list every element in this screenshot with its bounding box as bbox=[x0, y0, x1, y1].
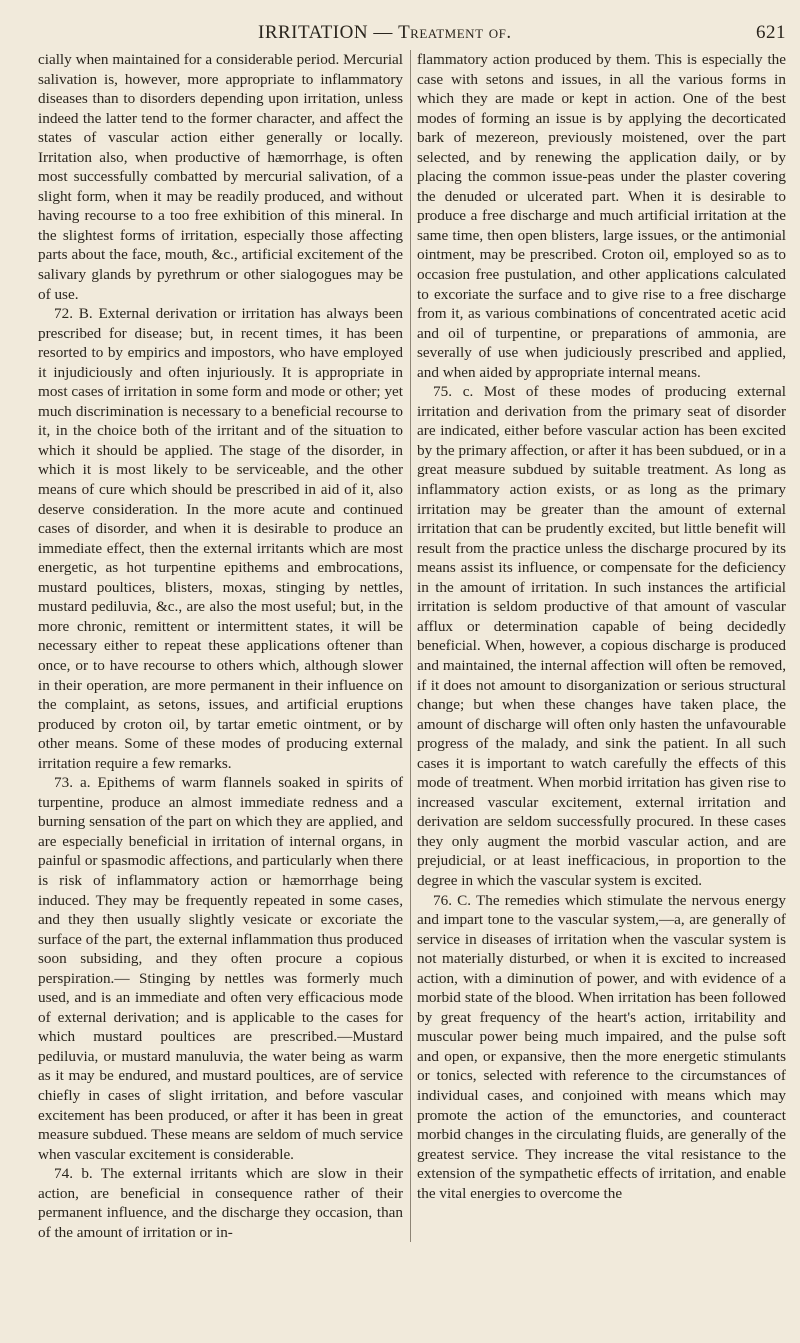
paragraph: 73. a. Epithems of warm flannels soaked in spirits of turpentine, produce an almost immediate redness and a burning sensation of the part on which they are applied, and are especially beneficial in irritation of internal organs, in painful or spasmodic affections, and particularly when there is risk of inflammatory action or hæmorrhage being induced. They may be frequently repeated in some cases, and they then usually slightly vesicate or excoriate the surface of the part, the external inflammation thus produced soon subsiding, and they often procure a copious perspiration.— Stinging by nettles was formerly much used, and is an immediate and often very efficacious mode of external derivation; and is applicable to the cases for which mustard poultices are prescribed.—Mustard pediluvia, or mustard manuluvia, the water being as warm as it may be endured, and mustard poultices, are of service chiefly in cases of slight irritation, and before vascular excitement has been produced, or after it has been in great measure subdued. These means are seldom of much service when vascular excitement is considerable. bbox=[38, 774, 404, 1163]
paragraph: flammatory action produced by them. This is especially the case with setons and issues, in all the various forms in which they are made or kept in action. One of the best modes of forming an issue is by applying the decorticated bark of mezereon, previously moistened, over the part selected, and by renewing the application daily, or by placing the common issue-peas under the plaster covering the denuded or ulcerated part. When it is desirable to produce a free discharge and much artificial irritation at the same time, then open blisters, large issues, or the antimonial ointment, may be prescribed. Croton oil, employed so as to occasion free pustulation, and other applications calculated to excoriate the surface and to give rise to a free discharge from it, as various combinations of concentrated acetic acid and oil of turpentine, or preparations of ammonia, are severally of use when judiciously prescribed and applied, and when aided by appropriate internal means. bbox=[417, 51, 786, 381]
paragraph: cially when maintained for a considerable period. Mercurial salivation is, however, more appropriate to inflammatory diseases than to disorders depending upon irritation, unless indeed the latter tend to the former character, and affect the states of vascular action either generally or locally. Irritation also, when productive of hæmorrhage, is often most successfully combatted by mercurial salivation, of a slight form, when it may be readily produced, and without having recourse to a too free exhibition of this mineral. In the slightest forms of irritation, especially those affecting parts about the face, mouth, &c., artificial excitement of the salivary glands by pyrethrum or other sialogogues may be of use. bbox=[38, 51, 404, 303]
right-column bbox=[411, 50, 786, 1242]
paragraph: 72. B. External derivation or irritation has always been prescribed for disease; but, in recent times, it has been resorted to by empirics and impostors, who have employed it injudiciously and often injuriously. It is appropriate in most cases of irritation in some form and mode or other; yet much discrimination is necessary to a beneficial recourse to it, in the choice both of the irritant and of the situation to which it should be applied. The stage of the disorder, in which it is most likely to be serviceable, and the other means of cure which should be prescribed in aid of it, also deserve consideration. In the more acute and continued cases of disorder, and when it is desirable to produce an immediate effect, then the external irritants which are most energetic, as hot turpentine epithems and embrocations, mustard poultices, blisters, moxas, stinging by nettles, mustard pediluvia, &c., are also the most useful; but, in the more chronic, remittent or intermittent states, it will be necessary either to repeat these applications oftener than once, or to have recourse to others which, although slower in their operation, are more permanent in their influence on the complaint, as setons, issues, and artificial eruptions produced by croton oil, by tartar emetic ointment, or by other means. Some of these modes of producing external irritation require a few remarks. bbox=[38, 305, 404, 772]
running-header bbox=[38, 22, 786, 44]
text-columns bbox=[38, 50, 786, 1242]
paragraph: 76. C. The remedies which stimulate the nervous energy and impart tone to the vascular system,—a, are generally of service in diseases of irritation when the vascular system is not materially disturbed, or when it is excited to increased action, with a diminution of power, and with evidence of a morbid state of the blood. When irritation has been followed by great frequency of the heart's action, irritability and muscular power being much impaired, and the pulse soft and open, or expansive, then the more energetic stimulants or tonics, selected with reference to the circumstances of individual cases, and conjoined with means which may promote the action of the emunctories, and counteract morbid changes in the circulating fluids, are generally of the greatest service. They increase the vital resistance to the extension of the sympathetic effects of irritation, and enable the vital energies to overcome the bbox=[417, 891, 786, 1202]
running-title-smallcaps: Treatment of. bbox=[398, 22, 512, 43]
left-column bbox=[38, 50, 411, 1242]
running-title bbox=[258, 22, 512, 44]
running-title-main: IRRITATION — bbox=[258, 22, 399, 43]
page-number: 621 bbox=[756, 22, 786, 43]
paragraph: 75. c. Most of these modes of producing external irritation and derivation from the primary seat of disorder are indicated, either before vascular action has been excited by the primary affection, or after it has been subdued, or in a great measure subdued by suitable treatment. As long as inflammatory action exists, or as long as the primary irritation may be greater than the amount of external irritation that can be prudently excited, but little benefit will result from the practice unless the discharge procured by its means assist its influence, or compensate for the deficiency in the amount of irritation. In such instances the artificial irritation is seldom productive of that amount of vascular afflux or determination capable of being decidedly beneficial. When, however, a copious discharge is produced and maintained, the internal affection will often be removed, if it does not amount to disorganization or serious structural change; but when these changes have taken place, the amount of discharge will often only hasten the unfavourable progress of the malady, and sink the patient. In all such cases it is important to watch carefully the effects of this mode of treatment. When morbid irritation has given rise to increased vascular excitement, external irritation and derivation are seldom successfully procured. In these cases they only augment the morbid vascular action, and are prejudicial, or at least inefficacious, in proportion to the degree in which the vascular system is excited. bbox=[417, 383, 786, 889]
paragraph: 74. b. The external irritants which are slow in their action, are beneficial in consequence rather of their permanent influence, and the discharge they occasion, than of the amount of irritation or in- bbox=[38, 1165, 404, 1241]
